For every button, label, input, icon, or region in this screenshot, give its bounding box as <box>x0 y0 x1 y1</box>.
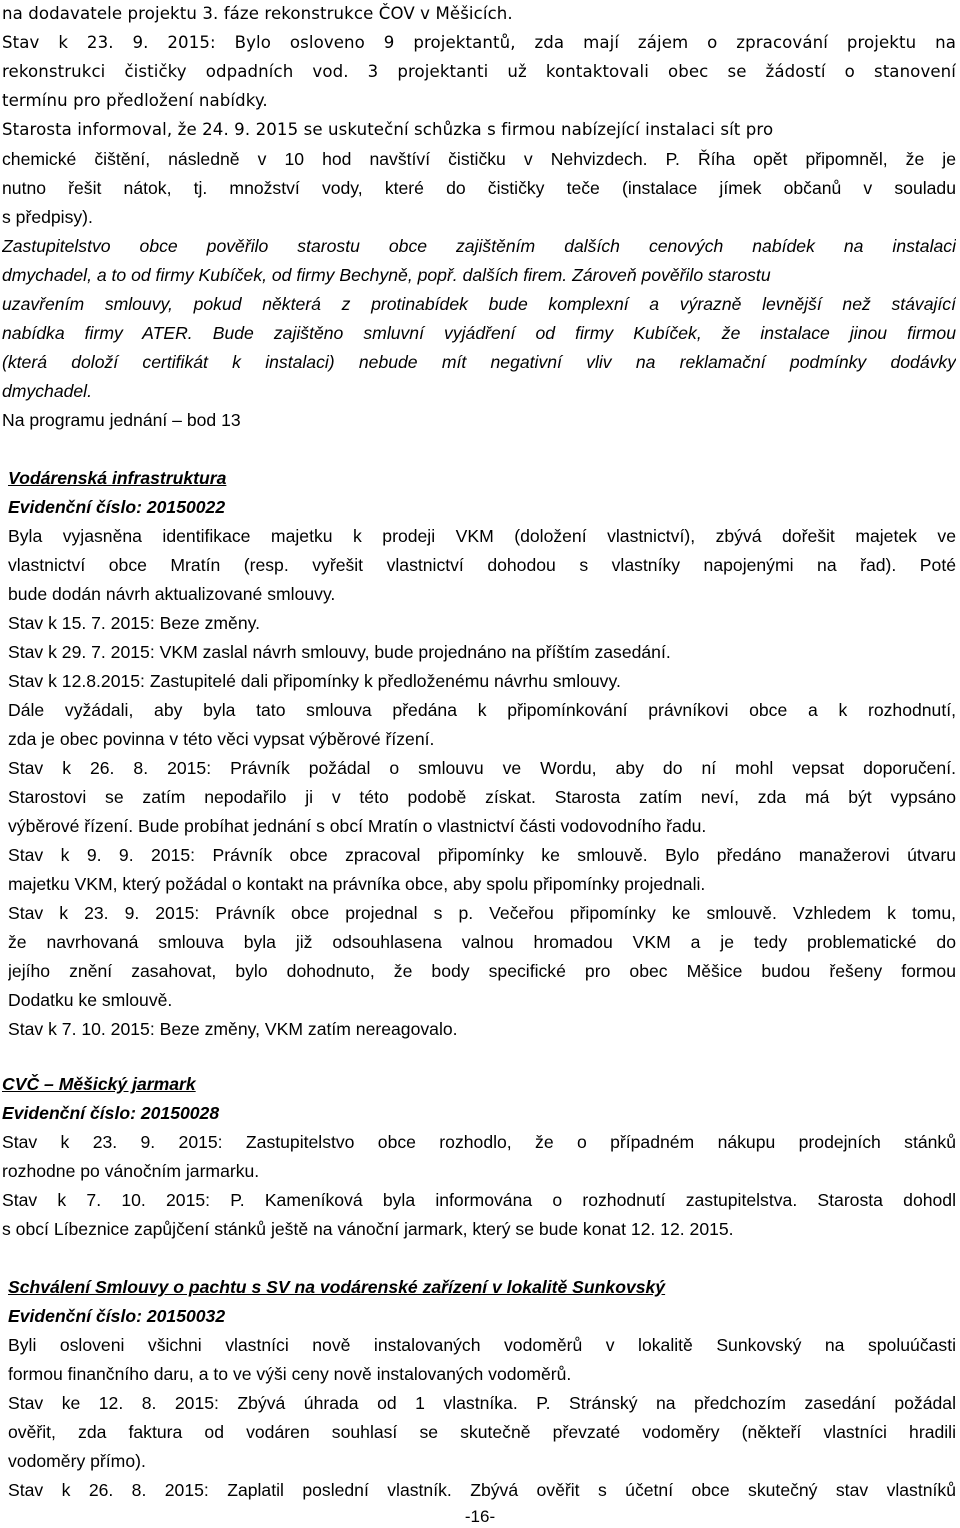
text-line: Stav k 12.8.2015: Zastupitelé dali připomínky k předloženému návrhu smlouvy. <box>8 671 621 691</box>
text-line: Stav k 23. 9. 2015: Právník obce projednal s p. Večeřou připomínky ke smlouvě. Vzhledem k tomu, <box>8 903 956 923</box>
text-line: výběrové řízení. Bude probíhat jednání s obcí Mratín o vlastnictví části vodovodního řadu. <box>8 816 707 836</box>
text-line: Stav k 23. 9. 2015: Zastupitelstvo obce rozhodlo, že o případném nákupu prodejních stánků <box>2 1132 956 1152</box>
text-line: Evidenční číslo: 20150028 <box>2 1103 220 1123</box>
text-line: na dodavatele projektu 3. fáze rekonstrukce ČOV v Měšicích. <box>2 4 513 23</box>
text-line: Stav k 7. 10. 2015: Beze změny, VKM zatím nereagovalo. <box>8 1019 458 1039</box>
text-line: Vodárenská infrastruktura <box>8 468 227 488</box>
text-line: že navrhovaná smlouva byla již odsouhlasena valnou hromadou VKM a je tedy problematické do <box>8 932 956 952</box>
text-line: Starostovi se zatím nepodařilo ji v této podobě získat. Starosta zatím neví, zda má být vypsáno <box>8 787 956 807</box>
text-line: nutno řešit nátok, tj. množství vody, které do čističky teče (instalace jímek občanů v souladu <box>2 178 956 198</box>
text-line: (která doloží certifikát k instalaci) nebude mít negativní vliv na reklamační podmínky dodávky <box>2 352 956 372</box>
text-line: dmychadel, a to od firmy Kubíček, od firmy Bechyně, popř. dalších firem. Zároveň pověřilo starostu <box>2 265 771 285</box>
text-line: Stav ke 12. 8. 2015: Zbývá úhrada od 1 vlastníka. P. Stránský na předchozím zasedání požádal <box>8 1393 956 1413</box>
text-line: ověřit, zda faktura od vodáren souhlasí se skutečně převzaté vodoměry (někteří vlastníci hradili <box>8 1422 956 1442</box>
text-line: Na programu jednání – bod 13 <box>2 410 241 430</box>
text-line: jejího znění zasahovat, bylo dohodnuto, že body specifické pro obec Měšice budou řešeny formou <box>8 961 956 981</box>
text-line: bude dodán návrh aktualizované smlouvy. <box>8 584 336 604</box>
text-line: Starosta informoval, že 24. 9. 2015 se uskuteční schůzka s firmou nabízející instalaci sít pro <box>2 120 774 139</box>
text-line: Byla vyjasněna identifikace majetku k prodeji VKM (doložení vlastnictví), zbývá dořešit majetek ve <box>8 526 956 546</box>
text-line: Evidenční číslo: 20150032 <box>8 1306 226 1326</box>
text-line: CVČ – Měšický jarmark <box>2 1074 196 1094</box>
text-line: s předpisy). <box>2 207 93 227</box>
text-line: vlastnictví obce Mratín (resp. vyřešit vlastnictví dohodou s vlastníky napojenými na řad). Poté <box>8 555 956 575</box>
text-line: uzavřením smlouvy, pokud některá z protinabídek bude komplexní a výrazně levnější než stávající <box>2 294 956 314</box>
text-line: Stav k 9. 9. 2015: Právník obce zpracoval připomínky ke smlouvě. Bylo předáno manažerovi útvaru <box>8 845 956 865</box>
text-line: Stav k 23. 9. 2015: Bylo osloveno 9 projektantů, zda mají zájem o zpracování projektu na <box>2 33 956 52</box>
text-line: zda je obec povinna v této věci vypsat výběrové řízení. <box>8 729 435 749</box>
text-line: Zastupitelstvo obce pověřilo starostu obce zajištěním dalších cenových nabídek na instalaci <box>2 236 956 256</box>
text-line: Evidenční číslo: 20150022 <box>8 497 226 517</box>
text-line: chemické čištění, následně v 10 hod navštíví čističku v Nehvizdech. P. Říha opět připomněl, že je <box>2 149 956 169</box>
text-line: Stav k 29. 7. 2015: VKM zaslal návrh smlouvy, bude projednáno na příštím zasedání. <box>8 642 671 662</box>
text-line: Dodatku ke smlouvě. <box>8 990 173 1010</box>
text-line: Schválení Smlouvy o pachtu s SV na vodárenské zařízení v lokalitě Sunkovský <box>8 1277 666 1297</box>
text-line: formou finančního daru, a to ve výši ceny nově instalovaných vodoměrů. <box>8 1364 572 1384</box>
text-line: Stav k 7. 10. 2015: P. Kameníková byla informována o rozhodnutí zastupitelstva. Starosta dohodl <box>2 1190 956 1210</box>
text-line: Stav k 26. 8. 2015: Právník požádal o smlouvu ve Wordu, aby do ní mohl vepsat doporučení. <box>8 758 956 778</box>
text-line: termínu pro předložení nabídky. <box>2 91 268 110</box>
text-line: Dále vyžádali, aby byla tato smlouva předána k připomínkování právníkovi obce a k rozhodnutí, <box>8 700 956 720</box>
text-line: nabídka firmy ATER. Bude zajištěno smluvní vyjádření od firmy Kubíček, že instalace jinou firmou <box>2 323 956 343</box>
text-line: Stav k 15. 7. 2015: Beze změny. <box>8 613 260 633</box>
text-line: Byli osloveni všichni vlastníci nově instalovaných vodoměrů v lokalitě Sunkovský na spoluúčasti <box>8 1335 956 1355</box>
text-line: Stav k 26. 8. 2015: Zaplatil poslední vlastník. Zbývá ověřit s účetní obce skutečný stav vlastníků <box>8 1480 956 1500</box>
text-line: rozhodne po vánočním jarmarku. <box>2 1161 260 1181</box>
text-line: s obcí Líbeznice zapůjčení stánků ještě na vánoční jarmark, který se bude konat 12. 12. 2015. <box>2 1219 734 1239</box>
text-line: majetku VKM, který požádal o kontakt na právníka obce, aby spolu připomínky projednali. <box>8 874 706 894</box>
page-number: -16- <box>464 1507 496 1526</box>
text-line: dmychadel. <box>2 381 92 401</box>
text-line: rekonstrukci čističky odpadních vod. 3 projektanti už kontaktovali obec se žádostí o stanovení <box>2 62 956 81</box>
text-line: vodoměry přímo). <box>8 1451 146 1471</box>
